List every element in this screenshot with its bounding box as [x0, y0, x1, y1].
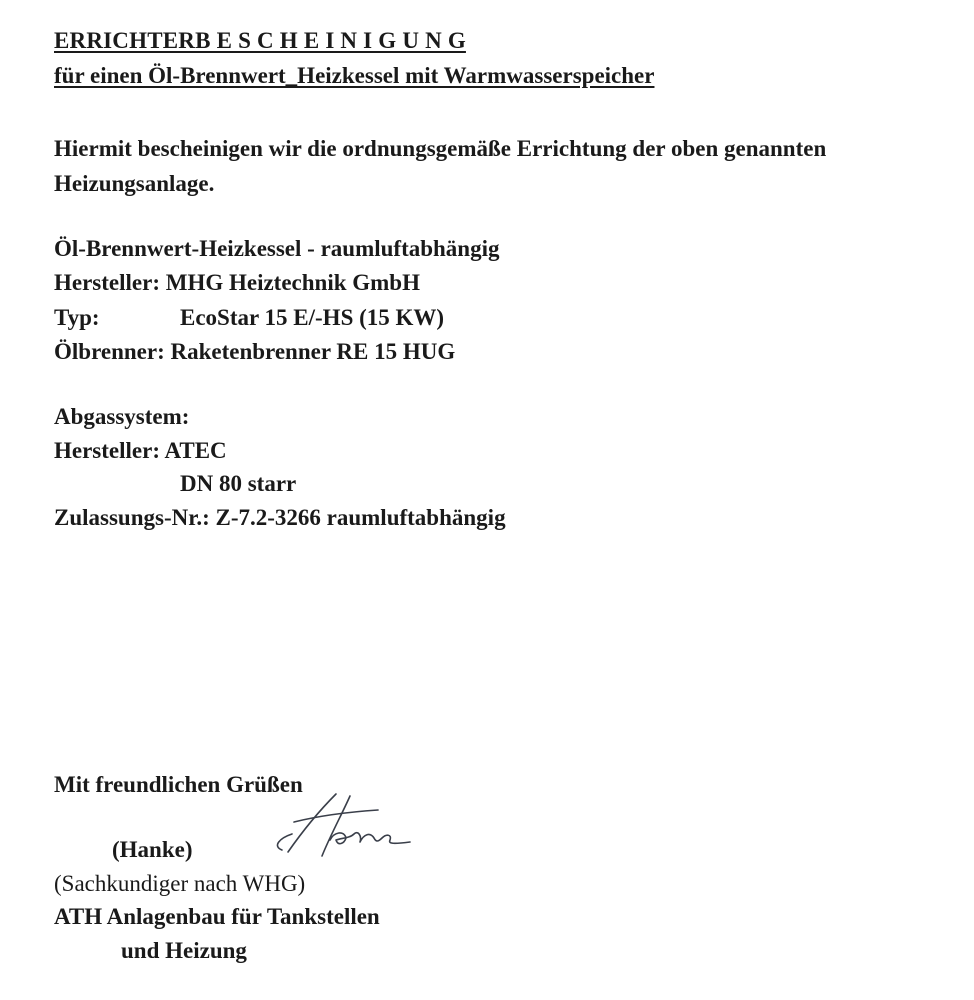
intro-text-line-1: Hiermit bescheinigen wir die ordnungsgemäße Errichtung der oben genannten — [54, 136, 827, 161]
exhaust-approval-value: Z-7.2-3266 raumluftabhängig — [215, 505, 506, 530]
exhaust-spec-value: DN 80 starr — [180, 471, 297, 496]
boiler-manufacturer-row — [54, 269, 420, 297]
document-title: ERRICHTERB E S C H E I N I G U N G — [54, 28, 466, 53]
company-name-line-1: ATH Anlagenbau für Tankstellen — [54, 904, 380, 929]
company-name-line-2: und Heizung — [121, 938, 247, 963]
boiler-type-value: EcoStar 15 E/-HS (15 KW) — [180, 305, 445, 330]
boiler-heading: Öl-Brennwert-Heizkessel - raumluftabhängig — [54, 236, 500, 261]
boiler-type-label: Typ: — [54, 305, 100, 330]
handwritten-signature — [258, 780, 428, 870]
boiler-burner-value: Raketenbrenner RE 15 HUG — [170, 339, 456, 364]
exhaust-manufacturer-label: Hersteller: — [54, 438, 160, 463]
intro-text-line-2: Heizungsanlage. — [54, 171, 215, 196]
boiler-manufacturer-label: Hersteller: — [54, 270, 160, 295]
signer-role: (Sachkundiger nach WHG) — [54, 871, 306, 896]
boiler-type-row — [54, 304, 444, 332]
exhaust-manufacturer-value: ATEC — [164, 438, 227, 463]
signer-name: (Hanke) — [112, 837, 193, 862]
boiler-burner-row — [54, 338, 455, 366]
exhaust-approval-row — [54, 504, 506, 532]
closing-greeting: Mit freundlichen Grüßen — [54, 772, 303, 797]
boiler-burner-label: Ölbrenner: — [54, 339, 165, 364]
exhaust-heading: Abgassystem: — [54, 404, 190, 429]
exhaust-approval-label: Zulassungs-Nr.: — [54, 505, 210, 530]
exhaust-spec-row — [54, 470, 296, 498]
document-subtitle: für einen Öl-Brennwert_Heizkessel mit Warmwasserspeicher — [54, 63, 655, 88]
exhaust-manufacturer-row — [54, 437, 227, 465]
boiler-manufacturer-value: MHG Heiztechnik GmbH — [165, 270, 420, 295]
